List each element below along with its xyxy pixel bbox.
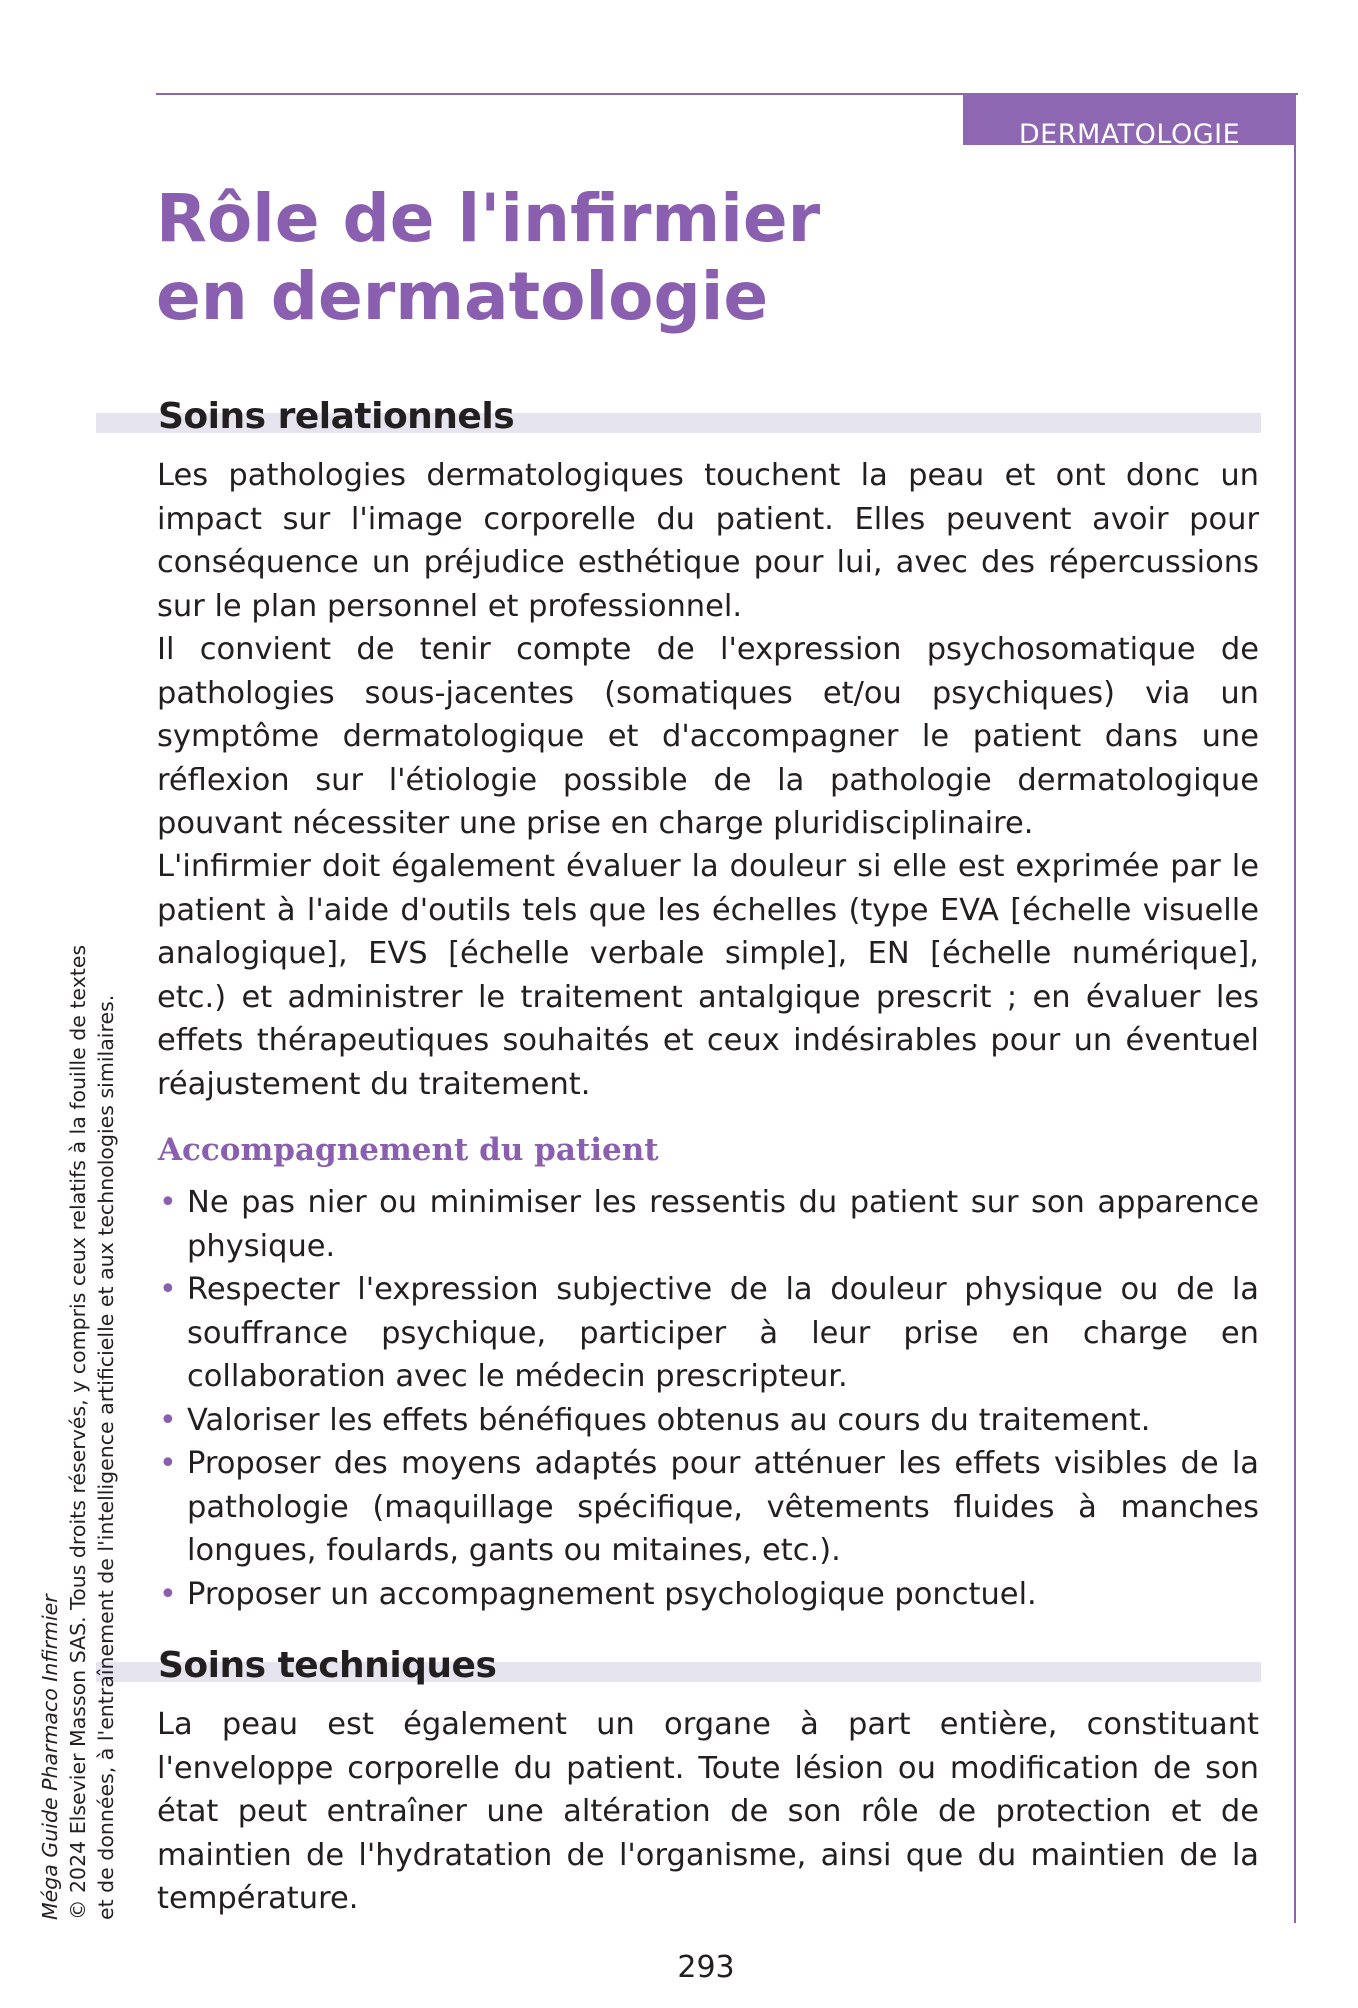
book-title: Méga Guide Pharmaco Infirmier — [38, 1594, 62, 1920]
right-margin-rule — [1294, 93, 1296, 1923]
bullet-icon: • — [159, 1185, 177, 1220]
bullet-icon: • — [159, 1446, 177, 1481]
bullet-icon: • — [159, 1272, 177, 1307]
subheading-accompagnement: Accompagnement du patient — [158, 1132, 659, 1168]
bullet-icon: • — [159, 1402, 177, 1438]
section-tab — [963, 93, 1296, 145]
paragraph-relational-1: Les pathologies dermatologiques touchent la peau et ont donc un impact sur l'image corporelle du patient. Elles peuvent avoir pour conséquence un préjudice esthétique pour lui, avec des répercussions sur le plan personnel et professionnel. — [157, 458, 1259, 624]
vertical-copyright-notice — [36, 870, 120, 1920]
heading-soins-relationnels: Soins relationnels — [158, 396, 515, 437]
bullet-list-accompagnement — [157, 1181, 1259, 1616]
list-item-text: Ne pas nier ou minimiser les ressentis du patient sur son apparence physique. — [187, 1185, 1259, 1264]
page-number: 293 — [677, 1950, 735, 1985]
list-item — [157, 1399, 1259, 1443]
paragraph-relational-3: L'infirmier doit également évaluer la douleur si elle est exprimée par le patient à l'aide d'outils tels que les échelles (type EVA [échelle visuelle analogique], EVS [échelle verbale simple], EN [échelle numérique], etc.) et administrer le traitement antalgique prescrit ; en évaluer les effets thérapeutiques souhaités et ceux indésirables pour un éventuel réajustement du traitement. — [157, 849, 1259, 1102]
page-title-line-2: en dermatologie — [156, 258, 769, 335]
copyright-line-1: © 2024 Elsevier Masson SAS. Tous droits réservés, y compris ceux relatifs à la fouille de textes — [66, 944, 90, 1920]
bullet-icon: • — [159, 1576, 177, 1612]
list-item — [157, 1573, 1259, 1617]
heading-soins-techniques: Soins techniques — [158, 1645, 497, 1686]
list-item — [157, 1268, 1259, 1399]
list-item — [157, 1181, 1259, 1268]
paragraph-technical-1: La peau est également un organe à part entière, constituant l'enveloppe corporelle du patient. Toute lésion ou modification de son état peut entraîner une altération de son rôle de protection et de maintien de l'hydratation de l'organisme, ainsi que du maintien de la température. — [157, 1707, 1259, 1916]
list-item-text: Valoriser les effets bénéfiques obtenus au cours du traitement. — [187, 1402, 1151, 1438]
section-tab-label: DERMATOLOGIE — [1018, 119, 1241, 145]
paragraph-relational-2: Il convient de tenir compte de l'expression psychosomatique de pathologies sous-jacentes (somatiques et/ou psychiques) via un symptôme dermatologique et d'accompagner le patient dans une réflexion sur l'étiologie possible de la pathologie dermatologique pouvant nécessiter une prise en charge pluridisciplinaire. — [157, 632, 1259, 841]
list-item-text: Proposer des moyens adaptés pour atténuer les effets visibles de la pathologie (maquillage spécifique, vêtements fluides à manches longues, foulards, gants ou mitaines, etc.). — [187, 1446, 1259, 1568]
list-item-text: Respecter l'expression subjective de la douleur physique ou de la souffrance psychique, participer à leur prise en charge en collaboration avec le médecin prescripteur. — [187, 1272, 1259, 1394]
page-title-line-1: Rôle de l'infirmier — [156, 180, 821, 257]
page-title — [156, 180, 1156, 336]
copyright-line-2: et de données, à l'entraînement de l'intelligence artificielle et aux technologies similaires. — [94, 994, 118, 1920]
list-item-text: Proposer un accompagnement psychologique ponctuel. — [187, 1576, 1037, 1612]
list-item — [157, 1442, 1259, 1573]
